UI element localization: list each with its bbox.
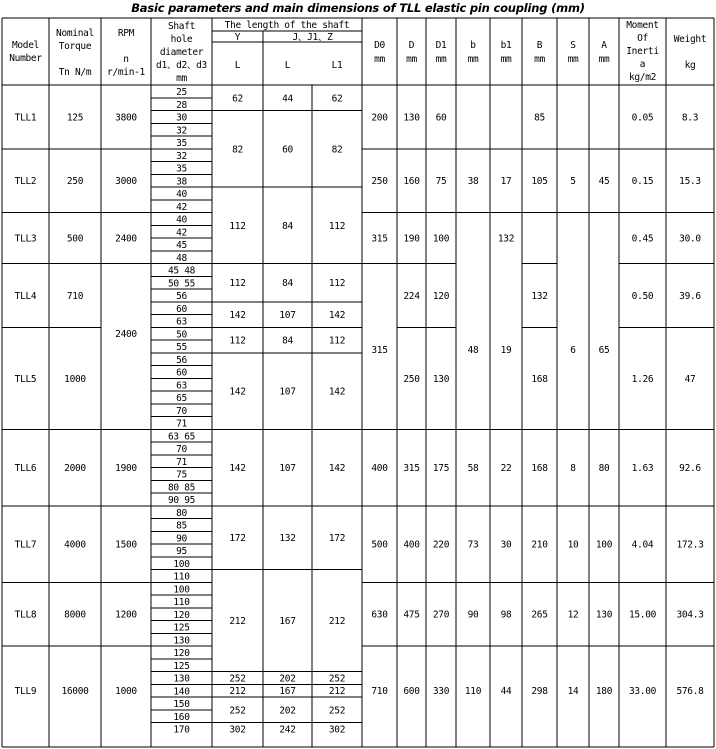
header-weight: Weight bbox=[673, 34, 707, 45]
rpm-cell: 2400 bbox=[115, 328, 137, 340]
shaft-diameter-cell: 120 bbox=[173, 609, 190, 621]
shaft-diameter-cell: 56 bbox=[176, 291, 187, 302]
b-cell: 48 bbox=[467, 344, 479, 356]
model-number-cell: TLL8 bbox=[14, 609, 37, 621]
length-j-cell: 44 bbox=[282, 93, 293, 105]
shaft-diameter-cell: 42 bbox=[176, 227, 187, 239]
moment-cell: 0.05 bbox=[631, 112, 654, 124]
d0-cell: 500 bbox=[371, 539, 388, 551]
length-y-cell: 302 bbox=[229, 724, 246, 736]
d0-cell: 315 bbox=[371, 233, 388, 245]
shaft-diameter-cell: 65 bbox=[176, 393, 187, 404]
model-number-cell: TLL1 bbox=[14, 112, 37, 124]
d1-cell: 130 bbox=[432, 373, 450, 385]
length-j-cell: 167 bbox=[279, 686, 296, 698]
length-y-cell: 112 bbox=[229, 278, 246, 290]
shaft-diameter-cell: 150 bbox=[173, 699, 190, 710]
shaft-diameter-cell: 56 bbox=[176, 354, 187, 366]
header-rpm: RPM bbox=[117, 28, 135, 39]
shaft-diameter-cell: 60 bbox=[176, 367, 187, 379]
length-y-cell: 252 bbox=[229, 705, 246, 717]
d0-cell: 315 bbox=[371, 344, 388, 356]
weight-cell: 8.3 bbox=[681, 112, 699, 124]
d0-cell: 710 bbox=[371, 686, 388, 698]
weight-cell: 30.0 bbox=[679, 233, 701, 245]
length-y-cell: 142 bbox=[229, 386, 246, 398]
length-l1-cell: 212 bbox=[328, 686, 346, 698]
model-number-cell: TLL9 bbox=[14, 686, 37, 698]
header-d-unit: mm bbox=[406, 54, 417, 65]
shaft-diameter-cell: 32 bbox=[176, 125, 187, 137]
table-grid-lines bbox=[2, 18, 714, 747]
moment-cell: 33.00 bbox=[628, 686, 657, 698]
d1-cell: 75 bbox=[435, 176, 447, 188]
b-cell: 90 bbox=[467, 609, 479, 621]
header-shaft-diameter: hole bbox=[170, 34, 193, 45]
length-y-cell: 172 bbox=[229, 533, 246, 545]
shaft-diameter-cell: 55 bbox=[176, 342, 187, 353]
model-number-cell: TLL4 bbox=[14, 290, 37, 302]
header-shaft-diameter: diameter bbox=[159, 47, 204, 58]
shaft-diameter-cell: 100 bbox=[173, 584, 190, 596]
d1-cell: 60 bbox=[435, 112, 447, 124]
length-j-cell: 132 bbox=[279, 533, 296, 545]
shaft-diameter-cell: 45 48 bbox=[167, 265, 196, 277]
d1-cell: 175 bbox=[432, 463, 450, 474]
big-b-cell: 298 bbox=[531, 686, 548, 698]
d-cell: 190 bbox=[403, 233, 420, 245]
shaft-diameter-cell: 40 bbox=[176, 214, 187, 226]
shaft-diameter-cell: 100 bbox=[173, 558, 190, 570]
length-y-cell: 252 bbox=[229, 673, 246, 685]
a-cell: 45 bbox=[598, 176, 610, 188]
d-cell: 130 bbox=[403, 112, 420, 124]
b1-cell: 22 bbox=[500, 463, 512, 474]
s-cell: 10 bbox=[567, 539, 579, 551]
shaft-diameter-cell: 35 bbox=[176, 138, 187, 149]
moment-cell: 15.00 bbox=[628, 609, 657, 621]
shaft-diameter-cell: 63 bbox=[176, 316, 187, 328]
header-shaft-diameter: mm bbox=[176, 73, 187, 84]
header-l-y: L bbox=[234, 60, 241, 71]
shaft-diameter-cell: 90 95 bbox=[167, 495, 196, 506]
moment-cell: 1.63 bbox=[631, 463, 654, 474]
big-b-cell: 210 bbox=[531, 539, 548, 551]
length-l1-cell: 112 bbox=[328, 278, 346, 290]
shaft-diameter-cell: 38 bbox=[176, 176, 187, 188]
header-shaft-length: The length of the shaft bbox=[224, 20, 350, 31]
moment-cell: 0.15 bbox=[631, 176, 654, 188]
shaft-diameter-cell: 50 55 bbox=[167, 278, 196, 290]
b1-cell: 19 bbox=[500, 344, 512, 356]
torque-cell: 250 bbox=[66, 176, 84, 188]
table-title: Basic parameters and main dimensions of TLL elastic pin coupling (mm) bbox=[131, 1, 585, 15]
s-cell: 14 bbox=[567, 686, 579, 698]
header-shaft-diameter: d1、d2、d3 bbox=[156, 60, 207, 71]
b-cell: 58 bbox=[467, 463, 479, 474]
b1-cell: 30 bbox=[500, 539, 512, 551]
shaft-diameter-cell: 28 bbox=[176, 99, 187, 111]
shaft-diameter-cell: 40 bbox=[176, 189, 187, 200]
header-shaft-diameter: Shaft bbox=[167, 21, 196, 32]
b1-cell: 132 bbox=[497, 233, 515, 245]
rpm-cell: 1200 bbox=[115, 609, 137, 621]
rpm-cell: 1000 bbox=[115, 686, 137, 698]
length-j-cell: 107 bbox=[279, 310, 296, 321]
torque-cell: 125 bbox=[66, 112, 84, 124]
shaft-diameter-cell: 42 bbox=[176, 201, 187, 213]
length-l1-cell: 112 bbox=[328, 220, 346, 232]
d1-cell: 330 bbox=[432, 686, 450, 698]
d0-cell: 400 bbox=[371, 463, 388, 474]
shaft-diameter-cell: 25 bbox=[176, 87, 187, 98]
shaft-diameter-cell: 30 bbox=[176, 112, 187, 124]
d-cell: 224 bbox=[403, 290, 420, 302]
length-l1-cell: 172 bbox=[328, 533, 346, 545]
d-cell: 400 bbox=[403, 539, 420, 551]
length-j-cell: 202 bbox=[279, 673, 296, 685]
header-a-unit: mm bbox=[598, 54, 610, 65]
d1-cell: 220 bbox=[432, 539, 450, 551]
shaft-diameter-cell: 130 bbox=[173, 673, 190, 685]
model-number-cell: TLL3 bbox=[14, 233, 37, 245]
torque-cell: 1000 bbox=[64, 373, 86, 385]
s-cell: 8 bbox=[570, 463, 576, 474]
weight-cell: 304.3 bbox=[676, 609, 704, 621]
header-b-unit: mm bbox=[467, 54, 479, 65]
weight-cell: 47 bbox=[684, 373, 696, 385]
a-cell: 180 bbox=[595, 686, 613, 698]
rpm-cell: 3000 bbox=[115, 176, 137, 188]
length-l1-cell: 302 bbox=[328, 724, 346, 736]
rpm-cell: 1500 bbox=[115, 539, 137, 551]
moment-cell: 0.45 bbox=[631, 233, 654, 245]
weight-cell: 172.3 bbox=[676, 539, 704, 551]
header-rpm: n bbox=[123, 54, 129, 65]
shaft-diameter-cell: 90 bbox=[176, 533, 187, 545]
weight-cell: 92.6 bbox=[679, 463, 701, 474]
b1-cell: 98 bbox=[500, 609, 512, 621]
length-l1-cell: 142 bbox=[328, 310, 346, 321]
length-j-cell: 242 bbox=[279, 724, 296, 736]
weight-cell: 576.8 bbox=[676, 686, 704, 698]
shaft-diameter-cell: 130 bbox=[173, 635, 190, 647]
d0-cell: 250 bbox=[371, 176, 388, 188]
torque-cell: 16000 bbox=[61, 686, 89, 698]
header-torque: Nominal bbox=[56, 28, 94, 39]
header-d0-unit: mm bbox=[374, 54, 385, 65]
shaft-diameter-cell: 35 bbox=[176, 163, 187, 175]
shaft-diameter-cell: 110 bbox=[173, 571, 190, 583]
header-d1: D1 bbox=[435, 40, 447, 51]
shaft-diameter-cell: 32 bbox=[176, 150, 187, 162]
d-cell: 160 bbox=[403, 176, 420, 188]
d-cell: 600 bbox=[403, 686, 420, 698]
header-s: S bbox=[570, 40, 576, 51]
length-l1-cell: 112 bbox=[328, 335, 346, 347]
header-moment: kg/m2 bbox=[628, 72, 657, 83]
d1-cell: 100 bbox=[432, 233, 450, 245]
rpm-cell: 2400 bbox=[115, 233, 137, 245]
shaft-diameter-cell: 125 bbox=[173, 660, 190, 672]
shaft-diameter-cell: 63 bbox=[176, 380, 187, 392]
shaft-diameter-cell: 48 bbox=[176, 252, 187, 264]
shaft-diameter-cell: 85 bbox=[176, 520, 187, 532]
a-cell: 65 bbox=[598, 344, 610, 356]
length-j-cell: 84 bbox=[282, 335, 293, 347]
length-y-cell: 82 bbox=[232, 144, 243, 156]
big-b-cell: 132 bbox=[531, 290, 548, 302]
torque-cell: 8000 bbox=[64, 609, 86, 621]
d-cell: 315 bbox=[403, 463, 420, 474]
header-model: Model bbox=[11, 40, 40, 51]
big-b-cell: 105 bbox=[531, 176, 548, 188]
length-l1-cell: 252 bbox=[328, 705, 346, 717]
header-d1-unit: mm bbox=[435, 54, 447, 65]
b1-cell: 44 bbox=[500, 686, 512, 698]
length-j-cell: 84 bbox=[282, 220, 293, 232]
shaft-diameter-cell: 80 bbox=[176, 507, 187, 519]
header-l-j: L bbox=[284, 60, 291, 71]
d-cell: 475 bbox=[403, 609, 420, 621]
length-l1-cell: 142 bbox=[328, 386, 346, 398]
moment-cell: 1.26 bbox=[631, 373, 654, 385]
shaft-diameter-cell: 120 bbox=[173, 648, 190, 659]
d0-cell: 200 bbox=[371, 112, 388, 124]
header-b1: b1 bbox=[500, 40, 512, 51]
header-b: B bbox=[536, 40, 543, 51]
s-cell: 12 bbox=[567, 609, 579, 621]
big-b-cell: 85 bbox=[534, 112, 545, 124]
shaft-diameter-cell: 50 bbox=[176, 329, 187, 341]
torque-cell: 710 bbox=[66, 290, 84, 302]
shaft-diameter-cell: 63 65 bbox=[167, 431, 196, 443]
length-j-cell: 60 bbox=[282, 144, 293, 156]
header-l1: L1 bbox=[331, 60, 343, 71]
shaft-diameter-cell: 70 bbox=[176, 405, 187, 417]
shaft-diameter-cell: 170 bbox=[173, 724, 190, 736]
a-cell: 100 bbox=[595, 539, 613, 551]
length-y-cell: 212 bbox=[229, 686, 246, 698]
torque-cell: 4000 bbox=[64, 539, 86, 551]
shaft-diameter-cell: 110 bbox=[173, 597, 190, 608]
length-y-cell: 142 bbox=[229, 310, 246, 321]
shaft-diameter-cell: 140 bbox=[173, 686, 190, 698]
model-number-cell: TLL6 bbox=[14, 463, 37, 474]
torque-cell: 2000 bbox=[64, 463, 86, 474]
length-y-cell: 112 bbox=[229, 335, 246, 347]
header-torque: Tn N/m bbox=[58, 67, 92, 78]
s-cell: 5 bbox=[570, 176, 576, 188]
length-l1-cell: 62 bbox=[331, 93, 343, 105]
big-b-cell: 168 bbox=[531, 373, 548, 385]
big-b-cell: 265 bbox=[531, 609, 548, 621]
header-d: D bbox=[408, 40, 415, 51]
model-number-cell: TLL7 bbox=[14, 539, 37, 551]
shaft-diameter-cell: 75 bbox=[176, 469, 187, 481]
length-l1-cell: 252 bbox=[328, 673, 346, 685]
model-number-cell: TLL5 bbox=[14, 373, 37, 385]
header-moment: Inerti bbox=[626, 46, 659, 57]
b-cell: 110 bbox=[464, 686, 482, 698]
rpm-cell: 3800 bbox=[115, 112, 137, 124]
length-j-cell: 84 bbox=[282, 278, 293, 290]
d-cell: 250 bbox=[403, 373, 420, 385]
length-l1-cell: 142 bbox=[328, 463, 346, 474]
header-y: Y bbox=[234, 32, 241, 43]
header-moment: Moment bbox=[626, 20, 659, 31]
model-number-cell: TLL2 bbox=[14, 176, 37, 188]
weight-cell: 39.6 bbox=[679, 290, 701, 302]
shaft-diameter-cell: 125 bbox=[173, 622, 190, 634]
header-a: A bbox=[601, 40, 607, 51]
shaft-diameter-cell: 45 bbox=[176, 240, 187, 251]
header-b: b bbox=[470, 40, 476, 51]
big-b-cell: 168 bbox=[531, 463, 548, 474]
length-j-cell: 167 bbox=[279, 616, 296, 627]
header-d0: D0 bbox=[374, 40, 385, 51]
s-cell: 6 bbox=[570, 344, 576, 356]
length-y-cell: 212 bbox=[229, 616, 246, 627]
shaft-diameter-cell: 160 bbox=[173, 711, 190, 723]
table-cell-texts bbox=[9, 20, 706, 736]
d1-cell: 120 bbox=[432, 290, 450, 302]
length-j-cell: 107 bbox=[279, 463, 296, 474]
length-y-cell: 112 bbox=[229, 220, 246, 232]
length-l1-cell: 212 bbox=[328, 616, 346, 627]
header-moment: Of bbox=[637, 33, 648, 44]
length-y-cell: 142 bbox=[229, 463, 246, 474]
d0-cell: 630 bbox=[371, 609, 388, 621]
header-s-unit: mm bbox=[567, 54, 579, 65]
b-cell: 73 bbox=[467, 539, 479, 551]
b-cell: 38 bbox=[467, 176, 479, 188]
header-weight-unit: kg bbox=[684, 60, 696, 71]
shaft-diameter-cell: 71 bbox=[176, 456, 187, 468]
length-j-cell: 107 bbox=[279, 386, 296, 398]
rpm-cell: 1900 bbox=[115, 463, 137, 474]
d1-cell: 270 bbox=[432, 609, 450, 621]
length-j-cell: 202 bbox=[279, 705, 296, 717]
moment-cell: 4.04 bbox=[631, 539, 654, 551]
header-moment: a bbox=[639, 59, 646, 70]
b1-cell: 17 bbox=[500, 176, 512, 188]
shaft-diameter-cell: 95 bbox=[176, 546, 187, 557]
moment-cell: 0.50 bbox=[631, 290, 654, 302]
header-b-unit: mm bbox=[534, 54, 545, 65]
header-b1-unit: mm bbox=[500, 54, 512, 65]
length-l1-cell: 82 bbox=[331, 144, 343, 156]
shaft-diameter-cell: 70 bbox=[176, 444, 187, 455]
shaft-diameter-cell: 71 bbox=[176, 418, 187, 430]
a-cell: 80 bbox=[598, 463, 610, 474]
a-cell: 130 bbox=[595, 609, 613, 621]
header-torque: Torque bbox=[58, 41, 92, 52]
header-rpm: r/min-1 bbox=[107, 67, 145, 78]
header-jjz: J、J1、Z bbox=[292, 32, 333, 43]
shaft-diameter-cell: 60 bbox=[176, 303, 187, 315]
length-y-cell: 62 bbox=[232, 93, 243, 105]
shaft-diameter-cell: 80 85 bbox=[167, 482, 196, 494]
torque-cell: 500 bbox=[66, 233, 84, 245]
header-model: Number bbox=[9, 53, 42, 64]
weight-cell: 15.3 bbox=[679, 176, 701, 188]
